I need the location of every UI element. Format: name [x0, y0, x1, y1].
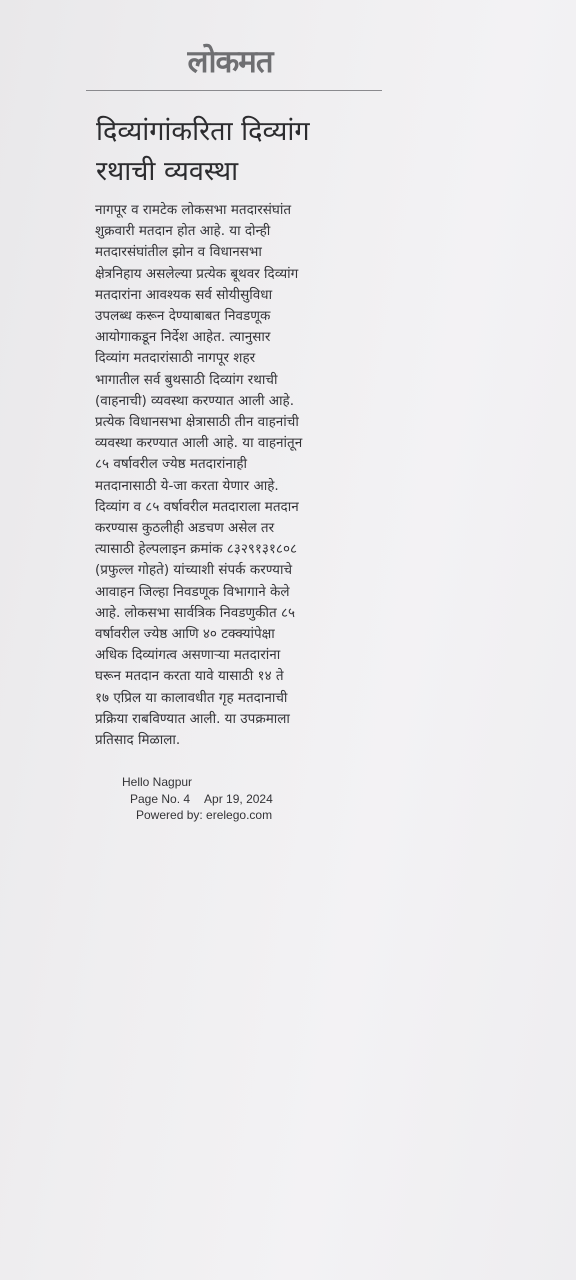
- article-line: १७ एप्रिल या कालावधीत गृह मतदानाची: [95, 689, 288, 706]
- powered-by: Powered by: erelego.com: [136, 808, 273, 822]
- article-line: अधिक दिव्यांगत्व असणाऱ्या मतदारांना: [95, 647, 281, 664]
- article-line: आहे. लोकसभा सार्वत्रिक निवडणुकीत ८५: [95, 604, 296, 621]
- article-line: दिव्यांग मतदारांसाठी नागपूर शहर: [95, 350, 256, 367]
- article-line: वर्षावरील ज्येष्ठ आणि ४० टक्क्यांपेक्षा: [95, 626, 275, 643]
- source-name: Hello Nagpur: [122, 775, 193, 789]
- article-body: [95, 200, 385, 751]
- article-line: मतदारसंघांतील झोन व विधानसभा: [95, 244, 262, 261]
- page-and-date: [122, 791, 273, 808]
- publication-date: Apr 19, 2024: [204, 791, 273, 806]
- article-line: नागपूर व रामटेक लोकसभा मतदारसंघांत: [95, 202, 292, 218]
- article-line: शुक्रवारी मतदान होत आहे. या दोन्ही: [95, 223, 271, 240]
- article-line: व्यवस्था करण्यात आली आहे. या वाहनांतून: [95, 435, 303, 452]
- masthead-rule: [86, 90, 382, 91]
- masthead-logo: लोकमत: [187, 44, 273, 80]
- article-line: त्यासाठी हेल्पलाइन क्रमांक ८३२९१३१८०८: [95, 541, 297, 558]
- article-line: (वाहनाची) व्यवस्था करण्यात आली आहे.: [95, 392, 295, 409]
- headline: [96, 112, 386, 192]
- article-line: प्रतिसाद मिळाला.: [95, 732, 181, 749]
- article-line: प्रत्येक विधानसभा क्षेत्रासाठी तीन वाहनांची: [95, 414, 299, 431]
- article-line: मतदारांना आवश्यक सर्व सोयीसुविधा: [95, 286, 273, 303]
- article-line: मतदानासाठी ये-जा करता येणार आहे.: [95, 477, 279, 494]
- headline-line-1: दिव्यांगांकरिता दिव्यांग: [96, 116, 310, 147]
- article-line: दिव्यांग व ८५ वर्षावरील मतदाराला मतदान: [95, 498, 299, 515]
- article-line: भागातील सर्व बुथसाठी दिव्यांग रथाची: [95, 371, 278, 388]
- article-line: उपलब्ध करून देण्याबाबत निवडणूक: [95, 308, 271, 325]
- article-line: आवाहन जिल्हा निवडणूक विभागाने केले: [95, 583, 290, 600]
- article-line: ८५ वर्षावरील ज्येष्ठ मतदारांनाही: [95, 456, 248, 473]
- article-line: प्रक्रिया राबविण्यात आली. या उपक्रमाला: [95, 710, 290, 727]
- page-number: Page No. 4: [130, 791, 191, 806]
- article-line: क्षेत्रनिहाय असलेल्या प्रत्येक बूथवर दिव्यांग: [95, 265, 299, 282]
- headline-line-2: रथाची व्यवस्था: [96, 156, 239, 187]
- clipping-metadata: [122, 774, 273, 824]
- article-line: आयोगाकडून निर्देश आहेत. त्यानुसार: [95, 329, 271, 346]
- article-line: घरून मतदान करता यावे यासाठी १४ ते: [95, 668, 284, 685]
- article-line: (प्रफुल्ल गोहते) यांच्याशी संपर्क करण्याचे: [95, 562, 293, 579]
- article-line: करण्यास कुठलीही अडचण असेल तर: [95, 520, 275, 537]
